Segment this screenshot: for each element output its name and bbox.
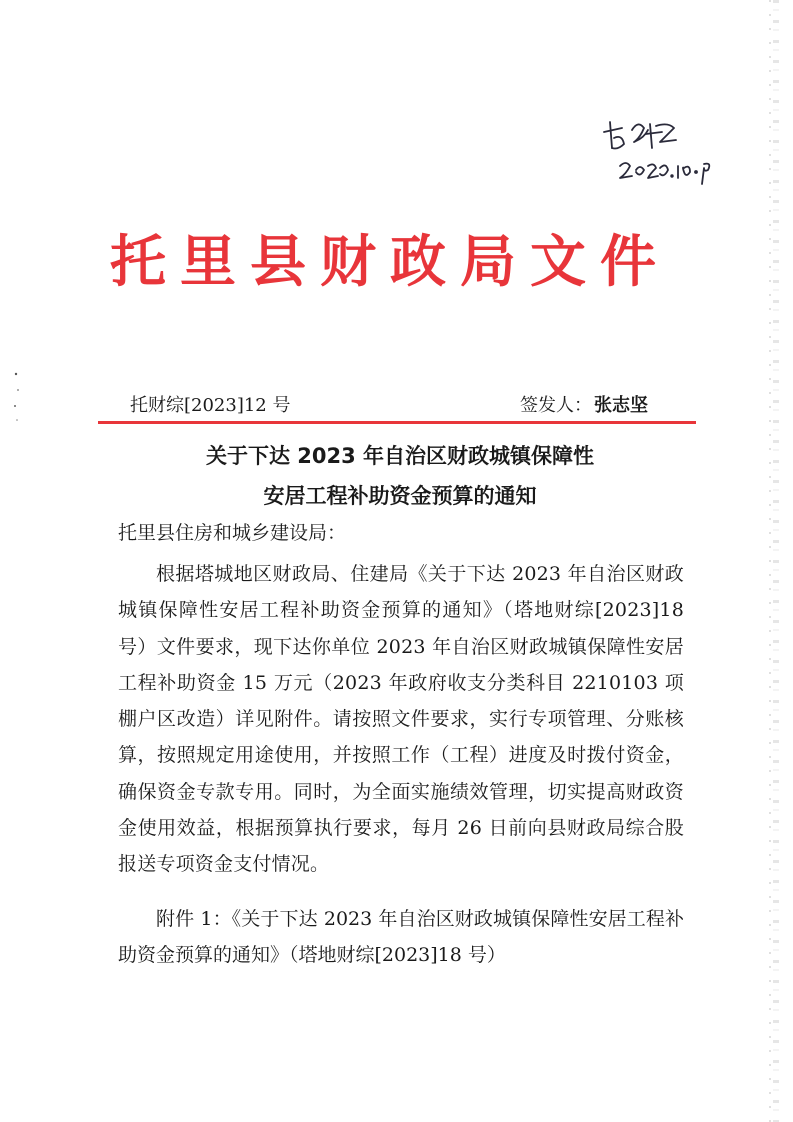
- issuer: [520, 394, 648, 418]
- red-header-rule: [98, 421, 696, 424]
- scan-edge-artifact: [773, 0, 779, 1122]
- subject-line-2: 安居工程补助资金预算的通知: [263, 484, 537, 508]
- body-paragraph: 根据塔城地区财政局、住建局《关于下达 2023 年自治区财政城镇保障性安居工程补助资金预算的通知》（塔地财综[2023]18 号）文件要求，现下达你单位 2023 年自治区财政城镇保障性安居工程补助资金 15 万元（2023 年政府收支分类科目 2210103 项棚户区改造）详见附件。请按照文件要求，实行专项管理、分账核算，按照规定用途使用，并按照工作（工程）进度及时拨付资金，确保资金专款专用。同时，为全面实施绩效管理，切实提高财政资金使用效益，根据预算执行要求，每月 26 日前向县财政局综合股报送专项资金支付情况。: [118, 563, 684, 876]
- issuer-name: 张志坚: [594, 395, 648, 416]
- issuer-label: 签发人：: [520, 395, 592, 416]
- scan-specks: [12, 368, 22, 428]
- scan-edge-artifact-secondary: [769, 0, 771, 1122]
- subject-line-1: 关于下达 2023 年自治区财政城镇保障性: [205, 444, 595, 468]
- attachment-reference: 附件 1：《关于下达 2023 年自治区财政城镇保障性安居工程补助资金预算的通知》（塔地财综[2023]18 号）: [118, 908, 684, 967]
- document-header-title: 托里县财政局文件: [110, 229, 670, 295]
- handwritten-signature: [598, 108, 718, 188]
- recipient: 托里县住房和城乡建设局：: [118, 522, 347, 544]
- document-number: 托财综[2023]12 号: [130, 395, 291, 416]
- notice-subject: [100, 436, 700, 516]
